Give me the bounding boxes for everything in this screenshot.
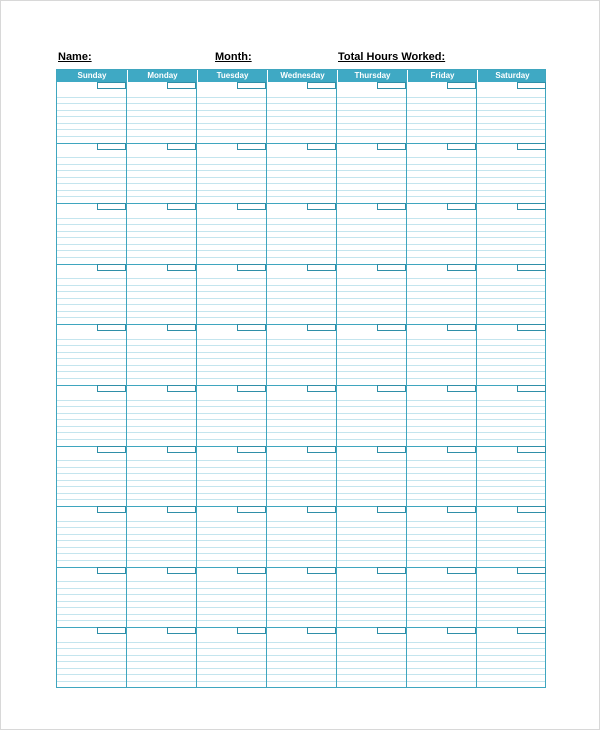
ruled-line — [57, 129, 545, 130]
ruled-line — [57, 278, 545, 279]
date-box[interactable] — [307, 264, 336, 271]
date-box[interactable] — [517, 82, 546, 89]
ruled-line — [57, 681, 545, 682]
date-box[interactable] — [97, 567, 126, 574]
day-column-divider — [126, 82, 127, 687]
date-box[interactable] — [237, 203, 266, 210]
date-box[interactable] — [377, 506, 406, 513]
date-box[interactable] — [377, 446, 406, 453]
day-header-sunday: Sunday — [77, 71, 107, 80]
ruled-line — [57, 352, 545, 353]
ruled-line — [57, 527, 545, 528]
date-box[interactable] — [167, 446, 196, 453]
date-box[interactable] — [167, 203, 196, 210]
date-box[interactable] — [447, 143, 476, 150]
ruled-line — [57, 460, 545, 461]
day-header-thursday: Thursday — [337, 70, 407, 82]
ruled-line — [57, 406, 545, 407]
day-header-monday: Monday — [127, 70, 197, 82]
ruled-line — [57, 339, 545, 340]
ruled-line — [57, 317, 545, 318]
ruled-line — [57, 467, 545, 468]
date-box[interactable] — [517, 506, 546, 513]
date-box[interactable] — [307, 506, 336, 513]
date-box[interactable] — [167, 324, 196, 331]
date-box[interactable] — [97, 506, 126, 513]
day-column-divider — [336, 82, 337, 687]
date-box[interactable] — [307, 82, 336, 89]
ruled-line — [57, 400, 545, 401]
ruled-line — [57, 218, 545, 219]
ruled-line — [57, 190, 545, 191]
date-box[interactable] — [447, 385, 476, 392]
total-hours-label: Total Hours Worked: — [338, 51, 446, 63]
ruled-line — [57, 493, 545, 494]
ruled-line — [57, 547, 545, 548]
ruled-line — [57, 648, 545, 649]
date-box[interactable] — [517, 203, 546, 210]
ruled-line — [57, 224, 545, 225]
ruled-line — [57, 291, 545, 292]
date-box[interactable] — [97, 143, 126, 150]
ruled-line — [57, 534, 545, 535]
date-box[interactable] — [97, 203, 126, 210]
ruled-line — [57, 237, 545, 238]
ruled-line — [57, 177, 545, 178]
month-label: Month: — [215, 51, 252, 63]
day-header-saturday: Saturday — [477, 70, 547, 82]
ruled-line — [57, 136, 545, 137]
date-box[interactable] — [167, 506, 196, 513]
date-box[interactable] — [447, 82, 476, 89]
ruled-line — [57, 620, 545, 621]
date-box[interactable] — [377, 203, 406, 210]
ruled-line — [57, 486, 545, 487]
ruled-line — [57, 196, 545, 197]
ruled-line — [57, 257, 545, 258]
date-box[interactable] — [97, 82, 126, 89]
date-box[interactable] — [307, 385, 336, 392]
ruled-line — [57, 480, 545, 481]
ruled-line — [57, 553, 545, 554]
date-box[interactable] — [167, 567, 196, 574]
ruled-line — [57, 164, 545, 165]
date-box[interactable] — [167, 82, 196, 89]
ruled-line — [57, 97, 545, 98]
ruled-line — [57, 540, 545, 541]
day-column-divider — [476, 82, 477, 687]
date-box[interactable] — [97, 446, 126, 453]
ruled-line — [57, 581, 545, 582]
date-box[interactable] — [307, 627, 336, 634]
ruled-line — [57, 311, 545, 312]
day-column-divider — [266, 82, 267, 687]
date-box[interactable] — [517, 627, 546, 634]
ruled-line — [57, 607, 545, 608]
ruled-line — [57, 365, 545, 366]
date-box[interactable] — [377, 82, 406, 89]
date-box[interactable] — [237, 82, 266, 89]
date-box[interactable] — [377, 264, 406, 271]
date-box[interactable] — [447, 324, 476, 331]
ruled-line — [57, 345, 545, 346]
ruled-line — [57, 499, 545, 500]
date-box[interactable] — [447, 506, 476, 513]
ruled-line — [57, 661, 545, 662]
date-box[interactable] — [97, 264, 126, 271]
date-box[interactable] — [167, 627, 196, 634]
ruled-line — [57, 378, 545, 379]
ruled-line — [57, 358, 545, 359]
date-box[interactable] — [447, 446, 476, 453]
ruled-line — [57, 419, 545, 420]
ruled-line — [57, 298, 545, 299]
day-column-divider — [196, 82, 197, 687]
date-box[interactable] — [307, 567, 336, 574]
day-column-divider — [406, 82, 407, 687]
day-header-bar — [57, 70, 545, 82]
ruled-line — [57, 432, 545, 433]
date-box[interactable] — [307, 324, 336, 331]
date-box[interactable] — [517, 385, 546, 392]
date-box[interactable] — [447, 203, 476, 210]
name-label: Name: — [58, 51, 92, 63]
date-box[interactable] — [237, 446, 266, 453]
date-box[interactable] — [447, 627, 476, 634]
date-box[interactable] — [237, 264, 266, 271]
day-header-wednesday: Wednesday — [267, 70, 337, 82]
ruled-line — [57, 183, 545, 184]
date-box[interactable] — [237, 567, 266, 574]
ruled-line — [57, 103, 545, 104]
ruled-line — [57, 231, 545, 232]
ruled-line — [57, 642, 545, 643]
date-box[interactable] — [307, 143, 336, 150]
date-box[interactable] — [97, 385, 126, 392]
date-box[interactable] — [237, 627, 266, 634]
ruled-line — [57, 594, 545, 595]
ruled-line — [57, 250, 545, 251]
date-box[interactable] — [97, 324, 126, 331]
ruled-line — [57, 560, 545, 561]
date-box[interactable] — [237, 143, 266, 150]
ruled-line — [57, 123, 545, 124]
ruled-line — [57, 668, 545, 669]
date-box[interactable] — [307, 446, 336, 453]
ruled-line — [57, 426, 545, 427]
date-box[interactable] — [167, 385, 196, 392]
date-box[interactable] — [237, 324, 266, 331]
ruled-line — [57, 371, 545, 372]
date-box[interactable] — [447, 264, 476, 271]
ruled-line — [57, 674, 545, 675]
date-box[interactable] — [517, 324, 546, 331]
ruled-line — [57, 244, 545, 245]
ruled-line — [57, 157, 545, 158]
ruled-line — [57, 285, 545, 286]
calendar-grid — [56, 69, 546, 688]
ruled-line — [57, 601, 545, 602]
day-header-friday: Friday — [407, 70, 477, 82]
ruled-line — [57, 116, 545, 117]
date-box[interactable] — [517, 264, 546, 271]
ruled-line — [57, 614, 545, 615]
date-box[interactable] — [517, 567, 546, 574]
date-box[interactable] — [377, 385, 406, 392]
date-box[interactable] — [237, 385, 266, 392]
ruled-line — [57, 521, 545, 522]
ruled-line — [57, 588, 545, 589]
date-box[interactable] — [517, 446, 546, 453]
date-box[interactable] — [167, 143, 196, 150]
date-box[interactable] — [377, 627, 406, 634]
ruled-line — [57, 170, 545, 171]
ruled-line — [57, 439, 545, 440]
date-box[interactable] — [377, 324, 406, 331]
date-box[interactable] — [447, 567, 476, 574]
ruled-line — [57, 655, 545, 656]
date-box[interactable] — [377, 143, 406, 150]
date-box[interactable] — [97, 627, 126, 634]
date-box[interactable] — [167, 264, 196, 271]
ruled-line — [57, 304, 545, 305]
ruled-line — [57, 413, 545, 414]
date-box[interactable] — [517, 143, 546, 150]
day-header-tuesday: Tuesday — [197, 70, 267, 82]
date-box[interactable] — [237, 506, 266, 513]
ruled-line — [57, 110, 545, 111]
date-box[interactable] — [377, 567, 406, 574]
date-box[interactable] — [307, 203, 336, 210]
ruled-line — [57, 473, 545, 474]
